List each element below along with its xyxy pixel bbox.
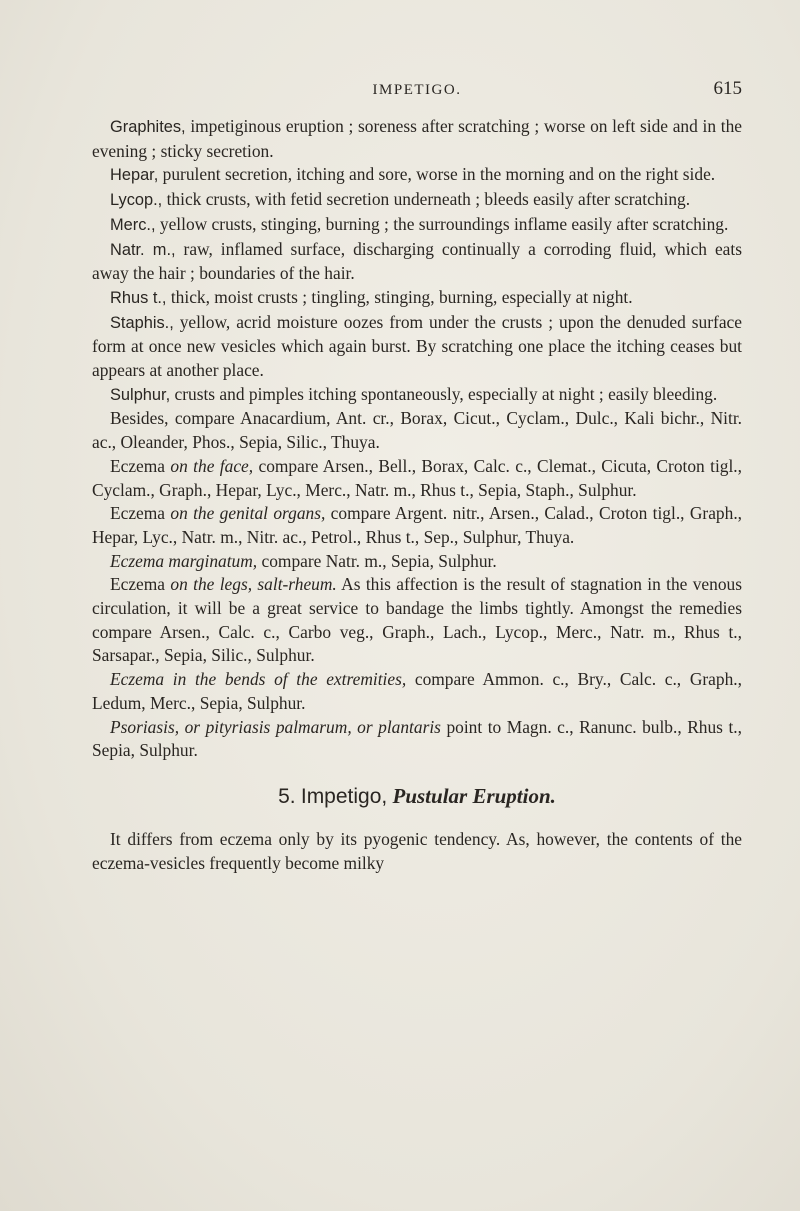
running-head: [92, 78, 742, 102]
section-heading: [92, 782, 742, 811]
remedy-name: Staphis.,: [110, 313, 174, 332]
remedy-entry-natr-m: [92, 238, 742, 286]
text-rest: point to Magn. c., Ranunc. bulb., Rhus t., Sepia, Sulphur.: [92, 716, 742, 761]
text-rest: compare Ammon. c., Bry., Calc. c., Graph., Ledum, Merc., Sepia, Sulphur.: [92, 669, 742, 713]
remedy-entry-hepar: [92, 163, 742, 188]
remedy-description: crusts and pimples itching spontaneously, especially at night ; easily bleeding.: [170, 383, 718, 404]
remedy-name: Merc.,: [110, 215, 156, 234]
remedy-description: thick, moist crusts ; tingling, stinging, burning, especially at night.: [166, 286, 633, 307]
remedy-entry-rhus-t: [92, 286, 742, 311]
remedy-name: Rhus t.,: [110, 288, 167, 307]
section-number: 5.: [278, 784, 296, 808]
text-prefix: Eczema: [110, 503, 171, 524]
page-number: 615: [713, 78, 742, 99]
text-rest: As this affection is the result of stagnation in the venous circulation, it will be a great service to bandage the limbs tightly. Amongst the remedies compare Arsen., Calc. c., Carbo veg., Graph., Lach., Lycop., Merc., Natr. m., Rhus t., Sarsapar., Sepia, Silic., Sulphur.: [92, 574, 742, 666]
remedy-description: impetiginous eruption ; soreness after scratching ; worse on left side and in the evening ; sticky secretion.: [92, 116, 742, 161]
remedy-description: raw, inflamed surface, discharging continually a corroding fluid, which eats away the hair ; boundaries of the hair.: [92, 238, 742, 284]
section-subtitle: Pustular Eruption.: [392, 783, 556, 808]
emphasis: on the face,: [170, 455, 254, 476]
paragraph-eczema-genital: [92, 502, 742, 549]
paragraph-besides: Besides, compare Anacardium, Ant. cr., Borax, Cicut., Cyclam., Dulc., Kali bichr., Nitr. ac., Oleander, Phos., Sepia, Silic., Thuya.: [92, 408, 742, 453]
remedy-entry-staphis: [92, 311, 742, 383]
paragraph-psoriasis: [92, 716, 742, 763]
page-body: [92, 115, 742, 875]
section-title: Impetigo,: [300, 784, 388, 808]
emphasis: Psoriasis, or pityriasis palmarum, or plantaris: [110, 716, 441, 737]
remedy-name: Graphites,: [110, 118, 186, 136]
remedy-description: yellow crusts, stinging, burning ; the surroundings inflame easily after scratching.: [155, 213, 729, 234]
remedy-name: Hepar,: [110, 166, 159, 185]
paragraph-eczema-marginatum: [92, 550, 742, 574]
emphasis: on the legs, salt-rheum.: [170, 574, 337, 595]
text-rest: compare Arsen., Bell., Borax, Calc. c., Clemat., Cicuta, Croton tigl., Cyclam., Graph., Hepar, Lyc., Merc., Natr. m., Rhus t., Sepia, Staph., Sulphur.: [92, 455, 742, 500]
paragraph-eczema-bends: [92, 668, 742, 715]
remedy-description: purulent secretion, itching and sore, worse in the morning and on the right side.: [158, 164, 716, 185]
paragraph-eczema-legs: [92, 573, 742, 668]
remedy-name: Lycop.,: [110, 191, 163, 210]
remedy-name: Natr. m.,: [110, 240, 176, 259]
remedy-entry-merc: [92, 213, 742, 238]
text-prefix: Eczema: [110, 455, 171, 476]
paragraph-closing: It differs from eczema only by its pyogenic tendency. As, however, the contents of the eczema-vesicles frequently become milky: [92, 828, 742, 873]
emphasis: Eczema marginatum,: [110, 550, 258, 571]
text-rest: compare Argent. nitr., Arsen., Calad., Croton tigl., Graph., Hepar, Lyc., Natr. m., Nitr. ac., Petrol., Rhus t., Sep., Sulphur, Thuya.: [92, 503, 743, 547]
running-title: IMPETIGO.: [372, 82, 462, 98]
remedy-name: Sulphur,: [110, 385, 171, 404]
remedy-description: thick crusts, with fetid secretion underneath ; bleeds easily after scratching.: [162, 189, 691, 210]
emphasis: on the genital organs,: [170, 503, 326, 524]
remedy-entry-lycop: [92, 188, 742, 213]
text-prefix: Eczema: [110, 574, 171, 595]
remedy-entry-sulphur: [92, 383, 742, 408]
emphasis: Eczema in the bends of the extremities,: [110, 669, 407, 690]
remedy-entry-graphites: [92, 115, 742, 163]
text-rest: compare Natr. m., Sepia, Sulphur.: [257, 550, 497, 571]
remedy-description: yellow, acrid moisture oozes from under the crusts ; upon the denuded surface form at once new vesicles which again burst. By scratching one place the itching ceases but appears at another place.: [92, 311, 742, 381]
paragraph-eczema-face: [92, 455, 742, 502]
